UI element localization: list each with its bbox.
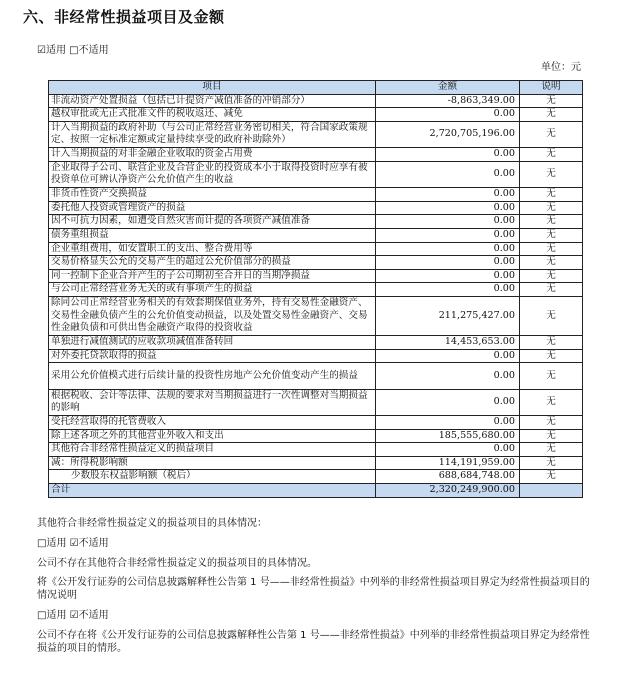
row-item-label: 减：所得税影响额	[49, 456, 376, 470]
table-row	[49, 108, 583, 122]
row-note: 无	[520, 256, 583, 270]
row-item-label: 除同公司正常经营业务相关的有效套期保值业务外，持有交易性金融资产、交易性金融负债产生的公允价值变动损益，以及处置交易性金融资产、交易性金融负债和可供出售金融资产取得的投资收益	[49, 296, 376, 335]
row-amount: 14,453,653.00	[376, 336, 520, 350]
row-amount: -8,863,349.00	[376, 94, 520, 108]
row-item-label: 因不可抗力因素，如遭受自然灾害而计提的各项资产减值准备	[49, 215, 376, 229]
table-row	[49, 363, 583, 389]
row-note: 无	[520, 416, 583, 430]
applicable-checkbox-2: □适用 ☑不适用	[37, 538, 109, 549]
header-item: 项目	[49, 81, 376, 95]
row-amount: 0.00	[376, 201, 520, 215]
row-amount: 0.00	[376, 228, 520, 242]
row-amount: 0.00	[376, 256, 520, 270]
row-note: 无	[520, 296, 583, 335]
row-amount: 688,684,748.00	[376, 470, 520, 484]
table-row	[49, 188, 583, 202]
row-amount: 114,191,959.00	[376, 456, 520, 470]
table-row	[49, 148, 583, 162]
table-row	[49, 256, 583, 270]
row-note: 无	[520, 349, 583, 363]
row-note: 无	[520, 363, 583, 389]
applicable-checkbox-top: ☑适用 □不适用	[37, 45, 109, 56]
row-note: 无	[520, 121, 583, 147]
total-label: 合计	[49, 484, 376, 498]
row-item-label: 非流动资产处置损益（包括已计提资产减值准备的冲销部分）	[49, 94, 376, 108]
row-item-label: 计入当期损益的对非金融企业收取的资金占用费	[49, 148, 376, 162]
row-note: 无	[520, 148, 583, 162]
row-item-label: 其他符合非经常性损益定义的损益项目	[49, 443, 376, 457]
section-heading: 六、非经常性损益项目及金额	[23, 8, 225, 26]
table-row	[49, 201, 583, 215]
row-item-label: 少数股东权益影响额（税后）	[49, 470, 376, 484]
row-note: 无	[520, 201, 583, 215]
row-note: 无	[520, 242, 583, 256]
table-row	[49, 94, 583, 108]
paragraph-other-items: 其他符合非经常性损益定义的损益项目的具体情况：	[37, 518, 267, 529]
row-amount: 0.00	[376, 188, 520, 202]
row-amount: 0.00	[376, 416, 520, 430]
row-amount: 0.00	[376, 363, 520, 389]
row-item-label: 单独进行减值测试的应收款项减值准备转回	[49, 336, 376, 350]
row-note: 无	[520, 269, 583, 283]
row-note: 无	[520, 188, 583, 202]
total-amount: 2,320,249,900.00	[376, 484, 520, 498]
row-amount: 0.00	[376, 269, 520, 283]
row-item-label: 计入当期损益的政府补助（与公司正常经营业务密切相关，符合国家政策规定、按照一定标准定额或定量持续享受的政府补助除外）	[49, 121, 376, 147]
unit-label: 单位：元	[541, 62, 581, 73]
row-amount: 0.00	[376, 389, 520, 415]
table-header-row	[49, 81, 583, 95]
paragraph-no-other-items: 公司不存在其他符合非经常性损益定义的损益项目的具体情况。	[37, 558, 317, 569]
row-amount: 185,555,680.00	[376, 429, 520, 443]
header-amount: 金额	[376, 81, 520, 95]
row-amount: 2,720,705,196.00	[376, 121, 520, 147]
table-row	[49, 349, 583, 363]
table-row	[49, 456, 583, 470]
row-note: 无	[520, 470, 583, 484]
total-row	[49, 484, 583, 498]
row-amount: 0.00	[376, 283, 520, 297]
table-row	[49, 429, 583, 443]
row-item-label: 交易价格显失公允的交易产生的超过公允价值部分的损益	[49, 256, 376, 270]
row-item-label: 企业重组费用，如安置职工的支出、整合费用等	[49, 242, 376, 256]
row-note: 无	[520, 283, 583, 297]
row-item-label: 债务重组损益	[49, 228, 376, 242]
table-row	[49, 283, 583, 297]
row-note: 无	[520, 108, 583, 122]
table-row	[49, 121, 583, 147]
row-amount: 0.00	[376, 161, 520, 187]
total-note	[520, 484, 583, 498]
row-note: 无	[520, 429, 583, 443]
table-row	[49, 296, 583, 335]
row-item-label: 企业取得子公司、联营企业及合营企业的投资成本小于取得投资时应享有被投资单位可辨认净资产公允价值产生的收益	[49, 161, 376, 187]
table-row	[49, 470, 583, 484]
table-row	[49, 336, 583, 350]
row-amount: 0.00	[376, 108, 520, 122]
non-recurring-gains-table	[48, 80, 583, 498]
table-row	[49, 242, 583, 256]
paragraph-no-reclassification: 公司不存在将《公开发行证券的公司信息披露解释性公告第 1 号——非经常性损益》中列举的非经常性损益项目界定为经常性损益的项目的情形。	[37, 630, 590, 654]
table-body	[49, 94, 583, 497]
row-item-label: 除上述各项之外的其他营业外收入和支出	[49, 429, 376, 443]
row-item-label: 越权审批或无正式批准文件的税收返还、减免	[49, 108, 376, 122]
row-note: 无	[520, 336, 583, 350]
row-amount: 0.00	[376, 443, 520, 457]
row-amount: 0.00	[376, 215, 520, 229]
table-row	[49, 228, 583, 242]
table-row	[49, 161, 583, 187]
row-note: 无	[520, 389, 583, 415]
row-item-label: 对外委托贷款取得的损益	[49, 349, 376, 363]
row-amount: 211,275,427.00	[376, 296, 520, 335]
row-note: 无	[520, 443, 583, 457]
row-item-label: 同一控制下企业合并产生的子公司期初至合并日的当期净损益	[49, 269, 376, 283]
row-amount: 0.00	[376, 148, 520, 162]
table-row	[49, 389, 583, 415]
row-note: 无	[520, 94, 583, 108]
applicable-checkbox-3: □适用 ☑不适用	[37, 610, 109, 621]
row-note: 无	[520, 228, 583, 242]
row-note: 无	[520, 161, 583, 187]
row-note: 无	[520, 456, 583, 470]
paragraph-reclassification-note: 将《公开发行证券的公司信息披露解释性公告第 1 号——非经常性损益》中列举的非经常性损益项目界定为经常性损益项目的情况说明	[37, 577, 590, 601]
row-item-label: 根据税收、会计等法律、法规的要求对当期损益进行一次性调整对当期损益的影响	[49, 389, 376, 415]
row-amount: 0.00	[376, 349, 520, 363]
row-item-label: 非货币性资产交换损益	[49, 188, 376, 202]
row-item-label: 受托经营取得的托管费收入	[49, 416, 376, 430]
row-item-label: 采用公允价值模式进行后续计量的投资性房地产公允价值变动产生的损益	[49, 363, 376, 389]
row-item-label: 与公司正常经营业务无关的或有事项产生的损益	[49, 283, 376, 297]
table-row	[49, 443, 583, 457]
row-note: 无	[520, 215, 583, 229]
table-row	[49, 215, 583, 229]
row-item-label: 委托他人投资或管理资产的损益	[49, 201, 376, 215]
header-note: 说明	[520, 81, 583, 95]
table-row	[49, 269, 583, 283]
table-row	[49, 416, 583, 430]
row-amount: 0.00	[376, 242, 520, 256]
